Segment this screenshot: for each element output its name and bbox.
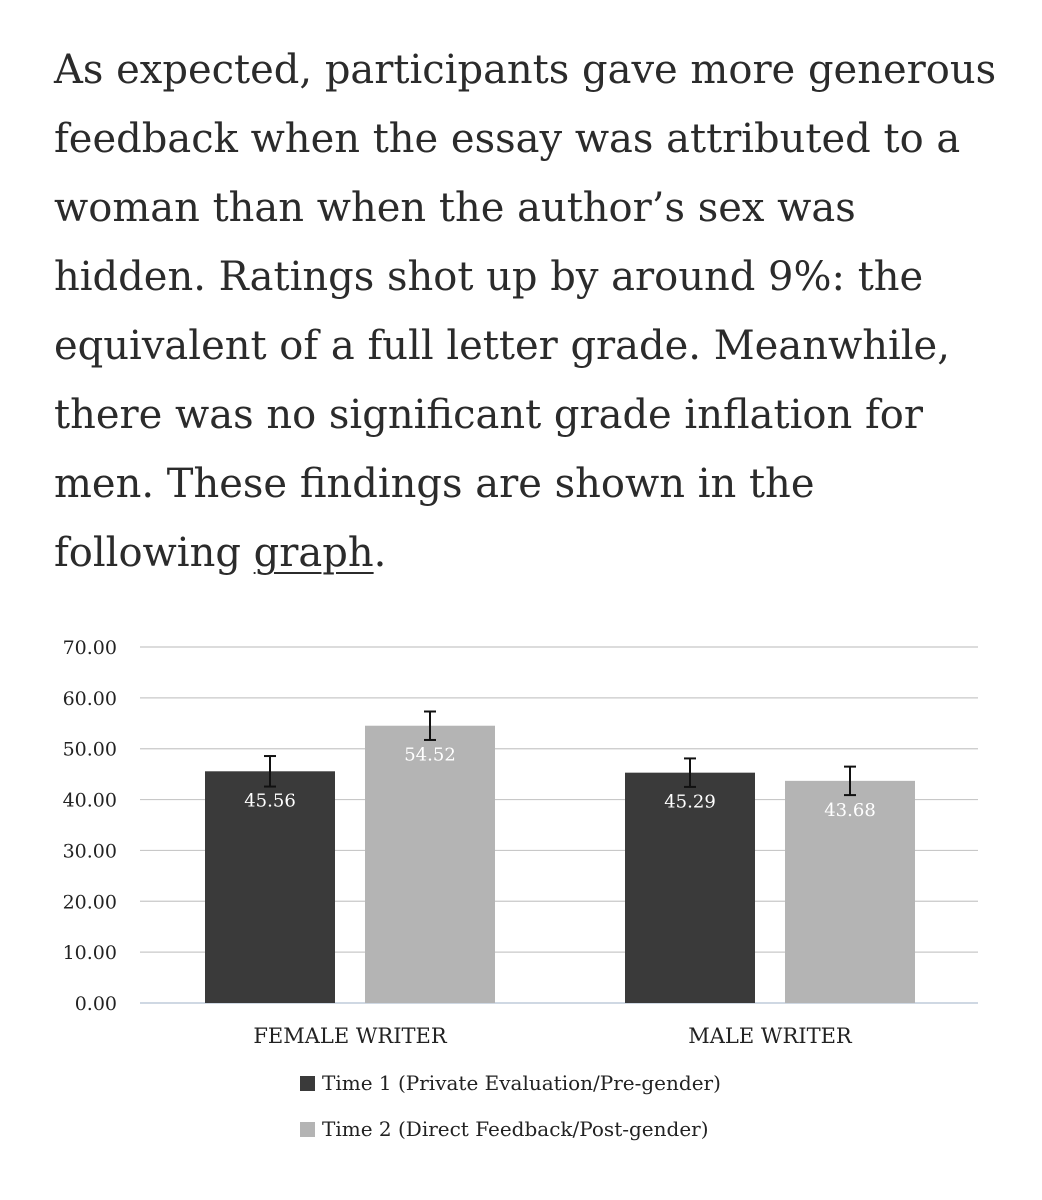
y-axis-ticks <box>63 637 117 1015</box>
legend <box>300 1071 721 1141</box>
data-label: 45.29 <box>664 791 716 813</box>
bar-chart <box>0 620 1042 1200</box>
data-labels <box>244 745 876 821</box>
legend-swatch <box>300 1076 315 1091</box>
data-label: 54.52 <box>404 744 456 766</box>
legend-label: Time 1 (Private Evaluation/Pre-gender) <box>322 1071 721 1095</box>
y-tick-label: 60.00 <box>62 687 117 710</box>
y-tick-label: 40.00 <box>62 789 117 812</box>
y-tick-label: 70.00 <box>62 637 117 659</box>
error-bars <box>264 711 856 795</box>
article-paragraph <box>54 36 1014 588</box>
y-tick-label: 10.00 <box>62 942 117 965</box>
category-label: FEMALE WRITER <box>253 1024 447 1048</box>
y-tick-label: 50.00 <box>62 738 117 761</box>
bars <box>205 726 915 1003</box>
y-tick-label: 20.00 <box>62 891 117 914</box>
article-text: As expected, participants gave more generous feedback when the essay was attributed to a woman than when the author’s sex was hidden. Ratings shot up by around 9%: the equivalent of a full letter grade. Meanwhile, there was no significant grade inflation for men. These findings are shown in the following <box>54 47 997 576</box>
graph-link[interactable]: graph <box>253 530 374 576</box>
y-tick-label: 0.00 <box>74 993 117 1015</box>
category-label: MALE WRITER <box>688 1024 852 1048</box>
category-labels <box>253 1024 853 1048</box>
y-tick-label: 30.00 <box>62 840 117 863</box>
data-label: 43.68 <box>824 799 876 821</box>
legend-swatch <box>300 1122 315 1137</box>
article-end: . <box>373 530 387 576</box>
data-label: 45.56 <box>244 790 296 812</box>
bar <box>365 726 495 1003</box>
legend-label: Time 2 (Direct Feedback/Post-gender) <box>322 1117 709 1141</box>
